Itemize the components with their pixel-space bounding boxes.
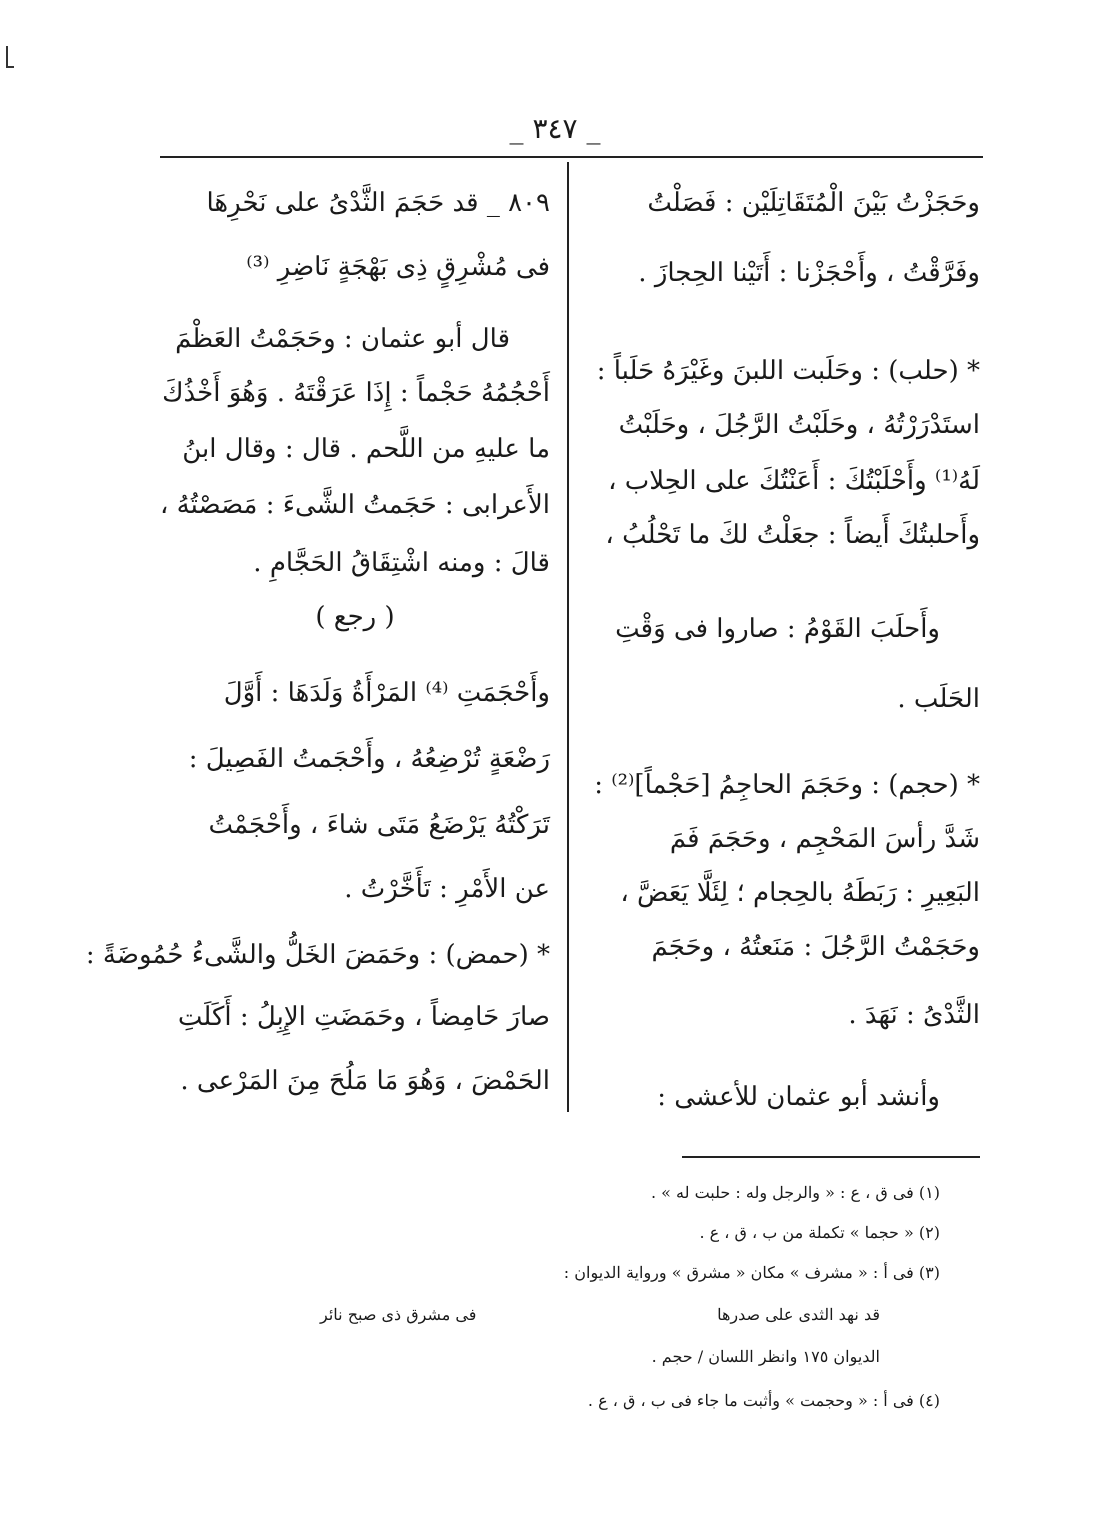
text-line: وأَحلَبَ القَوْمُ : صاروا فى وَقْتِ [615, 614, 940, 644]
text-line: وأَحلبتُكَ أَيضاً : جعَلْتُ لكَ ما تَحْلُبُ ، [605, 520, 980, 550]
text-line: عن الأَمْرِ : تَأَخَّرْتُ . [344, 874, 550, 904]
text-line: تَرَكْتُهُ يَرْضَعُ مَتَى شاءَ ، وأَحْجَمْتُ [208, 810, 550, 840]
margin-mark [6, 66, 14, 68]
verse-line: فى مُشْرِقٍ ذِى بَهْجَةٍ نَاضِرِ ⁽³⁾ [246, 252, 550, 282]
text-line: ما عليهِ من اللَّحم . قال : وقال ابنُ [182, 434, 550, 464]
text-line: رَضْعَةٍ تُرْضِعُهُ ، وأَحْجَمتُ الفَصِيلَ : [188, 744, 550, 774]
text-line: * (حجم) : وحَجَمَ الحاجِمُ [حَجْماً]⁽²⁾ : [594, 770, 980, 800]
verse-line: ٨٠٩ _ قد حَجَمَ الثَّدْىُ على نَحْرِهَا [206, 188, 550, 218]
text-line: الحَلَب . [897, 684, 980, 714]
page-number: _ ٣٤٧ _ [509, 112, 601, 145]
footnote-3-verse [160, 1300, 940, 1330]
text-line: * (حلب) : وحَلَبت اللبنَ وغَيْرَهُ حَلَباً : [596, 356, 980, 386]
text-line: لَهُ⁽¹⁾ وأَحْلَبْتُكَ : أَعَنْتُكَ على الحِلاب ، [608, 466, 980, 496]
text-line: البَعِيرِ : رَبَطَهُ بالحِجام ؛ لِئَلَّا يَعَضَّ ، [620, 878, 980, 908]
text-line: الأَعرابى : حَجَمتُ الشَّىءَ : مَصَصْتُهُ ، [160, 490, 550, 520]
text-line: وحَجَزْتُ بَيْنَ الْمُتَقَاتِلَيْن : فَصَلْتُ [647, 188, 980, 218]
text-line: قالَ : ومنه اشْتِقَاقُ الحَجَّامِ . [253, 548, 550, 578]
text-line: وفَرَّقْتُ ، وأَحْجَزْنا : أَتَيْنا الحِجازَ . [638, 258, 980, 288]
text-line: شَدَّ رأسَ المَحْجِم ، وحَجَمَ فَمَ [669, 824, 980, 854]
footnote-rule [682, 1156, 980, 1158]
text-line: وحَجَمْتُ الرَّجُلَ : مَنَعتُهُ ، وحَجَمَ [651, 932, 980, 962]
text-line: قال أبو عثمان : وحَجَمْتُ العَظْمَ [175, 324, 510, 354]
text-line: وأَحْجَمَتِ ⁽⁴⁾ المَرْأَةُ وَلَدَهَا : أَوَّلَ [223, 678, 550, 708]
text-line: وأنشد أبو عثمان للأعشى : [657, 1082, 940, 1112]
verse-hemistich-1: قد نهد الثدى على صدرها [717, 1305, 880, 1324]
section-marker: ( رجع ) [315, 602, 395, 632]
verse-hemistich-2: فى مشرق ذى صبح نائر [320, 1305, 477, 1324]
header-rule [160, 156, 983, 158]
text-line: أَحْجُمُهُ حَجْماً : إِذَا عَرَقْتَهُ . وَهُوَ أَخْذُكَ [162, 378, 550, 408]
text-line: * (حمض) : وحَمَضَ الخَلُّ والشَّىءُ حُمُوضَةً : [85, 940, 550, 970]
footnote-3-source: الديوان ١٧٥ وانظر اللسان / حجم . [651, 1347, 880, 1366]
text-line: الثَّدْىُ : نَهَدَ . [848, 1000, 980, 1030]
text-line: استَدْرَرْتُهُ ، وحَلَبْتُ الرَّجُلَ ، وحَلَبْتُ [618, 410, 980, 440]
text-line: الحَمْضَ ، وَهُوَ مَا مَلُحَ مِنَ المَرْعى . [180, 1066, 550, 1096]
margin-mark [6, 46, 8, 68]
column-divider [567, 162, 569, 1112]
footnote-4: (٤) فى أ : « وحجمت » وأثبت ما جاء فى ب ، ق ، ع . [587, 1391, 940, 1410]
footnote-3: (٣) فى أ : « مشرف » مكان « مشرق » ورواية الديوان : [563, 1263, 940, 1282]
footnote-2: (٢) « حجما » تكملة من ب ، ق ، ع . [699, 1223, 940, 1242]
footnote-1: (١) فى ق ، ع : « والرجل وله : حلبت له » . [651, 1183, 940, 1202]
text-line: صارَ حَامِضاً ، وحَمَضَتِ الإِبِلُ : أَكَلَتِ [177, 1002, 550, 1032]
